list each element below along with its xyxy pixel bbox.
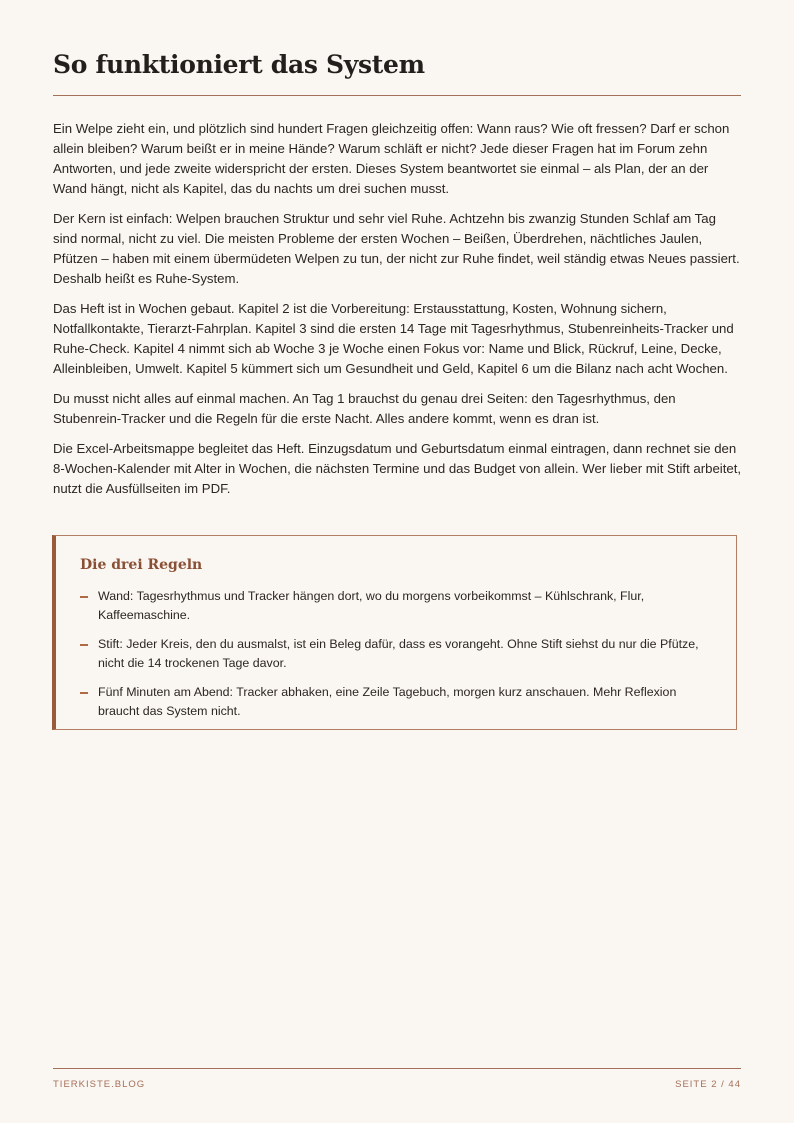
paragraph-structure: Das Heft ist in Wochen gebaut. Kapitel 2 ist die Vorbereitung: Erstausstattung, Kosten, Wohnung sichern, Notfallkontakte, Tierarzt-Fahrplan. Kapitel 3 sind die ersten 14 Tage mit Tagesrhythmus, Stubenreinheits-Tracker und Ruhe-Check. Kapitel 4 nimmt sich ab Woche 3 je Woche einen Fokus vor: Name und Blick, Rückruf, Leine, Decke, Alleinbleiben, Umwelt. Kapitel 5 kümmert sich um Gesundheit und Geld, Kapitel 6 um die Bilanz nach acht Wochen. [53, 301, 734, 376]
footer-site-name: TIERKISTE.BLOG [53, 1079, 146, 1090]
rules-callout-box [52, 535, 737, 730]
dash-bullet-icon [80, 644, 88, 646]
dash-bullet-icon [80, 596, 88, 598]
rules-title: Die drei Regeln [80, 557, 203, 573]
paragraph-intro: Ein Welpe zieht ein, und plötzlich sind hundert Fragen gleichzeitig offen: Wann raus? Wie oft fressen? Darf er schon allein bleiben? Warum beißt er in meine Hände? Warum schläft er nicht? Jede dieser Fragen hat im Forum zehn Antworten, und jede zweite widerspricht der ersten. Dieses System beantwortet sie einmal – als Plan, der an der Wand hängt, nicht als Kapitel, das du nachts um drei suchen musst. [53, 121, 730, 196]
page-title: So funktioniert das System [53, 50, 425, 79]
body-text [53, 119, 743, 509]
rules-list [80, 587, 700, 731]
footer-page-number: SEITE 2 / 44 [675, 1079, 741, 1090]
rule-text: Fünf Minuten am Abend: Tracker abhaken, eine Zeile Tagebuch, morgen kurz anschauen. Mehr Reflexion braucht das System nicht. [98, 685, 677, 718]
rule-text: Wand: Tagesrhythmus und Tracker hängen dort, wo du morgens vorbeikommst – Kühlschrank, Flur, Kaffeemaschine. [98, 589, 645, 622]
rule-item-pen [80, 635, 700, 673]
rule-text: Stift: Jeder Kreis, den du ausmalst, ist ein Beleg dafür, dass es vorangeht. Ohne Stift siehst du nur die Pfütze, nicht die 14 trockenen Tage davor. [98, 637, 699, 670]
rule-item-wall [80, 587, 700, 625]
dash-bullet-icon [80, 692, 88, 694]
paragraph-day-one: Du musst nicht alles auf einmal machen. An Tag 1 brauchst du genau drei Seiten: den Tagesrhythmus, den Stubenrein-Tracker und die Regeln für die erste Nacht. Alles andere kommt, wenn es dran ist. [53, 391, 676, 426]
paragraph-core: Der Kern ist einfach: Welpen brauchen Struktur und sehr viel Ruhe. Achtzehn bis zwanzig Stunden Schlaf am Tag sind normal, nicht zu viel. Die meisten Probleme der ersten Wochen – Beißen, Überdrehen, nächtliches Jaulen, Pfützen – haben mit einem übermüdeten Welpen zu tun, der nicht zur Ruhe findet, weil ständig etwas Neues passiert. Deshalb heißt es Ruhe-System. [53, 211, 740, 286]
paragraph-excel: Die Excel-Arbeitsmappe begleitet das Heft. Einzugsdatum und Geburtsdatum einmal eintragen, dann rechnet sie den 8-Wochen-Kalender mit Alter in Wochen, die nächsten Termine und das Budget von allein. Wer lieber mit Stift arbeitet, nutzt die Ausfüllseiten im PDF. [53, 441, 742, 496]
title-divider [53, 95, 741, 96]
footer-divider [53, 1068, 741, 1069]
rule-item-evening [80, 683, 700, 721]
